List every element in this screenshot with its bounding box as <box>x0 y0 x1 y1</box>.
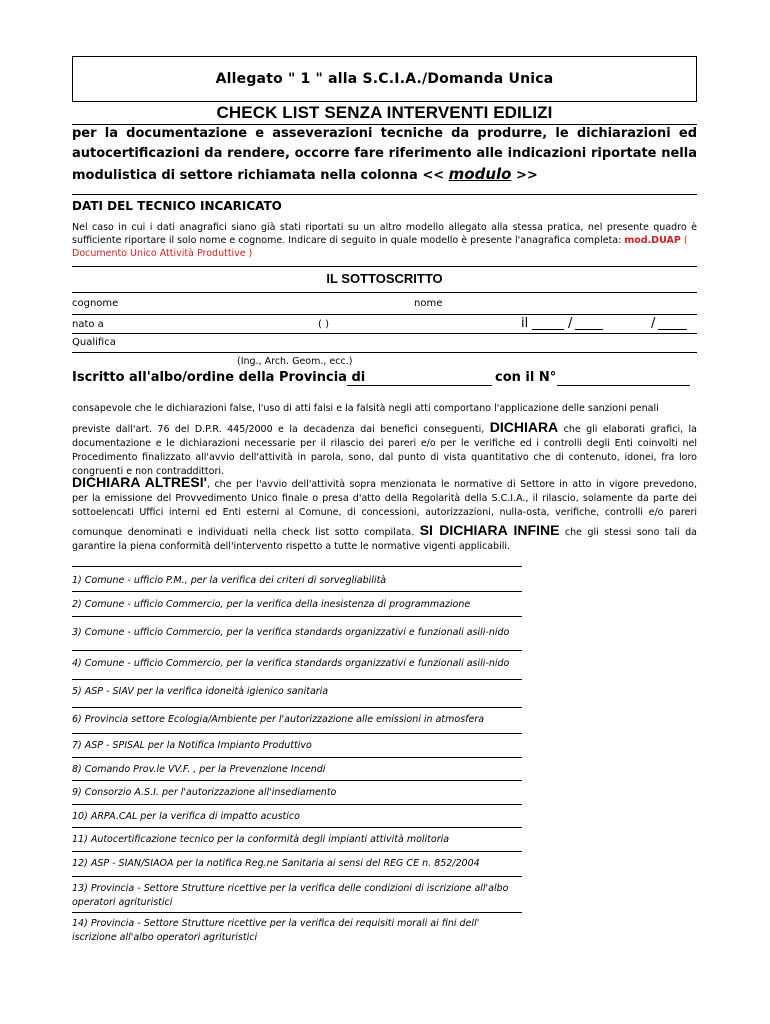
checklist-item[interactable]: 2) Comune - ufficio Commercio, per la verifica della inesistenza di programmazione <box>72 599 471 610</box>
checklist-line-top <box>72 566 522 567</box>
iscritto-row <box>72 370 697 385</box>
checklist-item[interactable]: 5) ASP - SIAV per la verifica idoneità igienico sanitaria <box>72 686 329 697</box>
iscritto-label: Iscritto all'albo/ordine della Provincia di <box>72 370 366 385</box>
intro-paragraph <box>72 124 697 186</box>
body-p2a: , che per l'avvio dell'attività sopra menzionata le normative di Settore in atto in vigore prevedono, <box>206 479 697 490</box>
body-p1b-row <box>72 420 697 437</box>
duap-description: Documento Unico Attività Produttive ) <box>72 248 253 259</box>
body-p1c: che gli elaborati grafici, la <box>563 424 697 435</box>
sottoscritto-divider <box>72 292 697 293</box>
checklist-item[interactable]: 9) Consorzio A.S.I. per l'autorizzazione all'insediamento <box>72 787 337 798</box>
nato-a-label: nato a <box>72 319 104 330</box>
dichiara-altresi-paragraph <box>72 475 697 554</box>
cognome-label: cognome <box>72 298 119 309</box>
body-p2e: garantire la piena conformità dell'intervento rispetto a tutte le normative vigenti applicabili. <box>72 541 511 552</box>
checklist-item[interactable]: 8) Comando Prov.le VV.F. , per la Prevenzione Incendi <box>72 764 326 775</box>
month-field[interactable] <box>575 329 603 330</box>
duap-paren-open: ( <box>683 235 688 246</box>
body-p1d: documentazione e le dichiarazioni necessarie per il rilascio dei pareri e/o per le verifiche ed i controlli degli Enti coinvolti nel Procedimento finalizzato all'avvio dell'attività in parola, sono, dal punto di vista quantitativo che di contenuto, idonei, fra loro congruenti e non contraddittori. <box>72 438 697 477</box>
intro-line-3 <box>72 164 697 186</box>
body-p1a: consapevole che le dichiarazioni false, l'uso di atti falsi e la falsità negli atti comportano l'applicazione delle sanzioni penali <box>72 403 659 414</box>
si-dichiara-infine-label: SI DICHIARA INFINE <box>419 522 560 538</box>
checklist-line <box>72 733 522 734</box>
body-p2c: comunque denominati e individuati nella check list sotto compilata. <box>72 527 415 538</box>
checklist-line <box>72 616 522 617</box>
checklist-item[interactable]: 4) Comune - ufficio Commercio, per la verifica standards organizzativi e funzionali asili-nido <box>72 658 510 669</box>
checklist-item[interactable]: 3) Comune - ufficio Commercio, per la verifica standards organizzativi e funzionali asili-nido <box>72 627 510 638</box>
il-label: il <box>521 316 529 331</box>
day-field[interactable] <box>532 329 564 330</box>
checklist-line <box>72 757 522 758</box>
qualifica-row-line <box>72 352 697 353</box>
allegato-title: Allegato " 1 " alla S.C.I.A./Domanda Unica <box>215 71 554 87</box>
checklist-item[interactable]: 7) ASP - SPISAL per la Notifica Impianto Produttivo <box>72 740 312 751</box>
body-p1b: previste dall'art. 76 del D.P.R. 445/2000 e la decadenza dai benefici conseguenti, <box>72 424 485 435</box>
checklist-item[interactable]: 10) ARPA.CAL per la verifica di impatto acustico <box>72 811 300 822</box>
dati-tecnico-note <box>72 221 697 260</box>
section-divider-sottoscritto <box>72 266 697 267</box>
body-p2b: per la emissione del Provvedimento Unico finale o presa d'atto della Regolarità della S.C.I.A., il rilascio, solamente da parte dei sottoelencati Uffici interni ed Enti esterni al Comune, di concessioni, autorizzazioni, nulla-osta, verifiche, controlli e/o pareri <box>72 493 697 518</box>
checklist-line <box>72 804 522 805</box>
checklist-line <box>72 650 522 651</box>
checklist-item[interactable]: 13) Provincia - Settore Strutture ricettive per la verifica delle condizioni di iscrizione all'albo operatori agrituristici <box>72 883 509 908</box>
qualifica-hint: (Ing., Arch. Geom., ecc.) <box>237 356 353 367</box>
year-field[interactable] <box>658 329 687 330</box>
section-divider-top <box>72 194 697 195</box>
dichiara-paragraph <box>72 402 697 479</box>
dati-tecnico-title: DATI DEL TECNICO INCARICATO <box>72 199 282 213</box>
intro-line-3-pre: modulistica di settore richiamata nella colonna << <box>72 168 445 183</box>
page-title: CHECK LIST SENZA INTERVENTI EDILIZI <box>216 103 553 122</box>
checklist-line <box>72 591 522 592</box>
dichiara-altresi-label: DICHIARA ALTRESI' <box>72 474 207 490</box>
checklist-line <box>72 707 522 708</box>
provincia-paren: ( ) <box>318 319 329 330</box>
con-il-label: con il N° <box>495 370 557 385</box>
qualifica-label: Qualifica <box>72 337 116 348</box>
cognome-row-line <box>72 314 697 315</box>
checklist-item[interactable]: 6) Provincia settore Ecologia/Ambiente per l'autorizzazione alle emissioni in atmosfera <box>72 714 485 725</box>
modulo-label: modulo <box>448 165 512 183</box>
dati-tecnico-note-text: Nel caso in cui i dati anagrafici siano già stati riportati su un altro modello allegato alla stessa pratica, nel presente quadro è sufficiente riportare il solo nome e cognome. Indicare di seguito in quale modello è presente l'anagrafica completa: <box>72 222 697 246</box>
date-sep-2: / <box>651 316 656 331</box>
intro-line-3-post: >> <box>515 168 538 183</box>
allegato-header <box>72 56 697 102</box>
intro-line-1: per la documentazione e asseverazioni tecniche da produrre, le dichiarazioni ed <box>72 126 697 141</box>
intro-line-2: autocertificazioni da rendere, occorre fare riferimento alle indicazioni riportate nella <box>72 146 697 161</box>
mod-duap-label: mod.DUAP <box>624 235 681 246</box>
nome-label: nome <box>414 298 443 309</box>
checklist-item[interactable]: 11) Autocertificazione tecnico per la conformità degli impianti attività molitoria <box>72 834 450 845</box>
sottoscritto-title: IL SOTTOSCRITTO <box>326 271 443 286</box>
body-p2d: che gli stessi sono tali da <box>564 527 697 538</box>
numero-field[interactable] <box>557 385 690 386</box>
checklist-item[interactable]: 14) Provincia - Settore Strutture ricettive per la verifica dei requisiti morali ai fini dell' iscrizione all'albo operatori agrituristici <box>72 918 480 943</box>
date-sep-1: / <box>568 316 573 331</box>
body-p2c-row <box>72 523 697 540</box>
checklist-line <box>72 780 522 781</box>
dichiara-label: DICHIARA <box>489 419 559 435</box>
checklist-item[interactable]: 1) Comune - ufficio P.M., per la verifica dei criteri di sorvegliabilità <box>72 575 387 586</box>
checklist-line <box>72 851 522 852</box>
checklist-line <box>72 679 522 680</box>
provincia-field[interactable] <box>347 385 492 386</box>
nato-row-line <box>72 333 697 334</box>
checklist-line <box>72 876 522 877</box>
checklist-item[interactable]: 12) ASP - SIAN/SIAOA per la notifica Reg.ne Sanitaria ai sensi del REG CE n. 852/2004 <box>72 858 480 869</box>
checklist-line <box>72 827 522 828</box>
checklist-line <box>72 912 522 913</box>
body-p2a-row <box>72 475 697 492</box>
